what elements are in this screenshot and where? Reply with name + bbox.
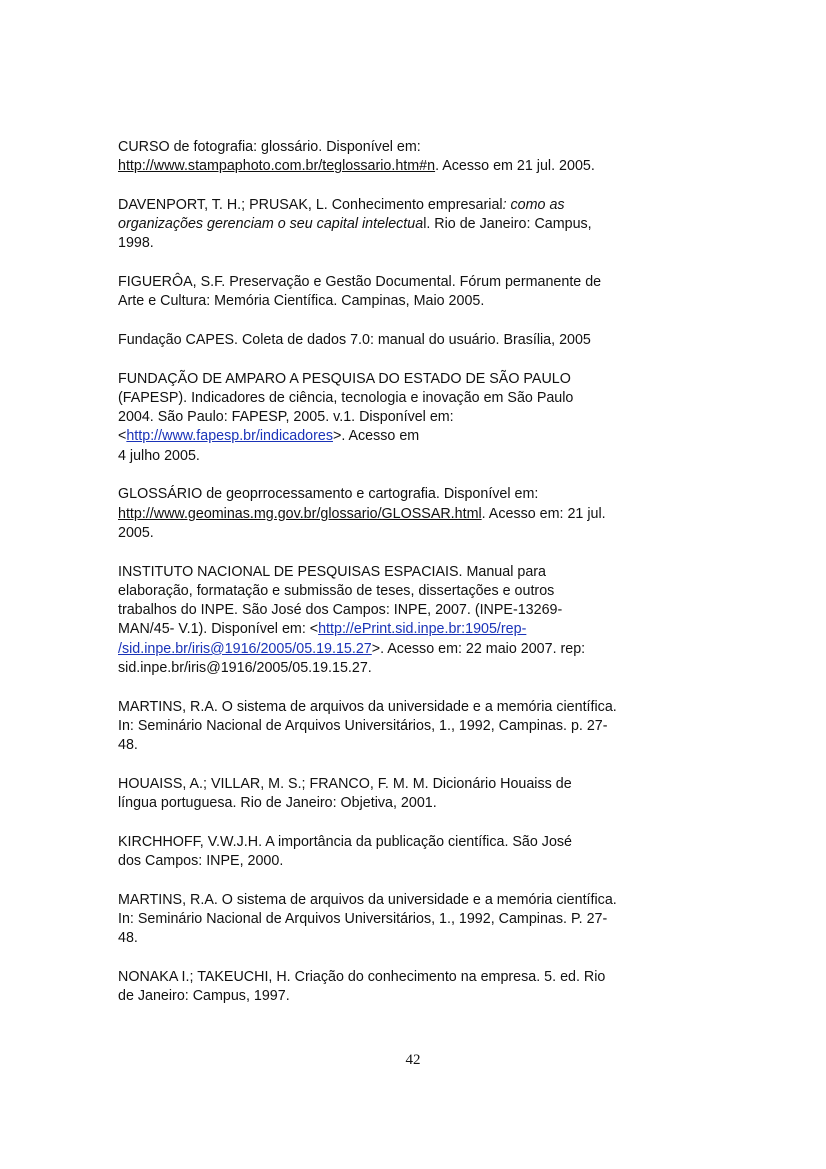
reference-text: 48. [118, 737, 138, 754]
reference-list [118, 138, 710, 1026]
reference-line [118, 582, 710, 601]
reference-line [118, 968, 710, 987]
reference-url: http://www.geominas.mg.gov.br/glossario/GLOSSAR.html [118, 505, 482, 522]
reference-entry-figueroa [118, 273, 710, 312]
reference-text: >. Acesso em: 22 maio 2007. rep: [371, 640, 586, 657]
reference-line [118, 524, 710, 543]
reference-line [118, 215, 710, 234]
reference-text: FUNDAÇÃO DE AMPARO A PESQUISA DO ESTADO DE SÃO PAULO [118, 370, 571, 387]
reference-line [118, 157, 710, 176]
reference-text: >. Acesso em [332, 428, 420, 445]
reference-entry-fapesp [118, 370, 710, 466]
reference-line [118, 370, 710, 389]
reference-line [118, 659, 710, 678]
reference-text: MAN/45- V.1). Disponível em: < [118, 621, 319, 638]
reference-text: < [118, 428, 127, 445]
reference-line [118, 138, 710, 157]
reference-text: língua portuguesa. Rio de Janeiro: Objetiva, 2001. [118, 795, 437, 812]
reference-line [118, 833, 710, 852]
reference-line [118, 505, 710, 524]
reference-link[interactable]: http://ePrint.sid.inpe.br:1905/rep- [318, 621, 527, 638]
reference-entry-houaiss [118, 775, 710, 814]
reference-line [118, 427, 710, 446]
reference-line [118, 485, 710, 504]
reference-entry-davenport [118, 196, 710, 254]
reference-text: 1998. [118, 235, 154, 252]
reference-italic-text: : como as [502, 196, 565, 213]
reference-line [118, 717, 710, 736]
reference-text: KIRCHHOFF, V.W.J.H. A importância da publicação científica. São José [118, 833, 572, 850]
reference-line [118, 640, 710, 659]
reference-text: . Acesso em: 21 jul. [481, 505, 606, 522]
reference-link[interactable]: /sid.inpe.br/iris@1916/2005/05.19.15.27 [118, 640, 372, 657]
reference-entry-curso [118, 138, 710, 177]
reference-text: 4 julho 2005. [118, 447, 200, 464]
reference-italic-text: organizações gerenciam o seu capital intelectua [118, 216, 424, 233]
reference-text: trabalhos do INPE. São José dos Campos: INPE, 2007. (INPE-13269- [118, 602, 563, 619]
reference-line [118, 987, 710, 1006]
reference-text: . Acesso em 21 jul. 2005. [435, 158, 595, 175]
reference-entry-martins1 [118, 698, 710, 756]
reference-line [118, 292, 710, 311]
reference-line [118, 775, 710, 794]
reference-url: http://www.stampaphoto.com.br/teglossario.htm#n [118, 158, 436, 175]
reference-text: dos Campos: INPE, 2000. [118, 852, 284, 869]
reference-entry-capes [118, 331, 710, 350]
reference-text: MARTINS, R.A. O sistema de arquivos da universidade e a memória científica. [118, 698, 617, 715]
reference-text: In: Seminário Nacional de Arquivos Universitários, 1., 1992, Campinas. P. 27- [118, 910, 608, 927]
reference-line [118, 736, 710, 755]
reference-entry-kirchhoff [118, 833, 710, 872]
reference-text: DAVENPORT, T. H.; PRUSAK, L. Conhecimento empresarial [118, 196, 503, 213]
reference-line [118, 698, 710, 717]
reference-line [118, 196, 710, 215]
reference-line [118, 447, 710, 466]
reference-line [118, 794, 710, 813]
reference-line [118, 234, 710, 253]
reference-text: (FAPESP). Indicadores de ciência, tecnologia e inovação em São Paulo [118, 389, 574, 406]
reference-text: l. Rio de Janeiro: Campus, [423, 216, 592, 233]
reference-line [118, 601, 710, 620]
reference-text: HOUAISS, A.; VILLAR, M. S.; FRANCO, F. M. M. Dicionário Houaiss de [118, 775, 572, 792]
page-number: 42 [405, 1052, 421, 1068]
reference-text: elaboração, formatação e submissão de teses, dissertações e outros [118, 582, 555, 599]
reference-line [118, 929, 710, 948]
reference-line [118, 891, 710, 910]
reference-entry-martins2 [118, 891, 710, 949]
reference-text: Fundação CAPES. Coleta de dados 7.0: manual do usuário. Brasília, 2005 [118, 331, 591, 348]
reference-line [118, 389, 710, 408]
reference-entry-glossario [118, 485, 710, 543]
reference-text: sid.inpe.br/iris@1916/2005/05.19.15.27. [118, 660, 372, 677]
reference-text: In: Seminário Nacional de Arquivos Universitários, 1., 1992, Campinas. p. 27- [118, 717, 608, 734]
reference-text: 2005. [118, 524, 154, 541]
reference-line [118, 273, 710, 292]
reference-text: FIGUERÔA, S.F. Preservação e Gestão Documental. Fórum permanente de [118, 274, 602, 291]
reference-line [118, 620, 710, 639]
reference-line [118, 408, 710, 427]
reference-line [118, 563, 710, 582]
reference-line [118, 910, 710, 929]
reference-line [118, 852, 710, 871]
reference-text: MARTINS, R.A. O sistema de arquivos da universidade e a memória científica. [118, 891, 617, 908]
reference-text: Arte e Cultura: Memória Científica. Campinas, Maio 2005. [118, 293, 485, 310]
reference-text: GLOSSÁRIO de geoprrocessamento e cartografia. Disponível em: [118, 486, 539, 503]
reference-text: CURSO de fotografia: glossário. Disponível em: [118, 139, 421, 155]
reference-text: INSTITUTO NACIONAL DE PESQUISAS ESPACIAIS. Manual para [118, 563, 546, 580]
reference-text: NONAKA I.; TAKEUCHI, H. Criação do conhecimento na empresa. 5. ed. Rio [118, 968, 606, 985]
reference-entry-inpe [118, 563, 710, 679]
reference-link[interactable]: http://www.fapesp.br/indicadores [126, 428, 333, 445]
reference-line [118, 331, 710, 350]
reference-text: 2004. São Paulo: FAPESP, 2005. v.1. Disponível em: [118, 409, 454, 426]
reference-text: de Janeiro: Campus, 1997. [118, 988, 290, 1005]
reference-entry-nonaka [118, 968, 710, 1007]
reference-text: 48. [118, 930, 138, 947]
